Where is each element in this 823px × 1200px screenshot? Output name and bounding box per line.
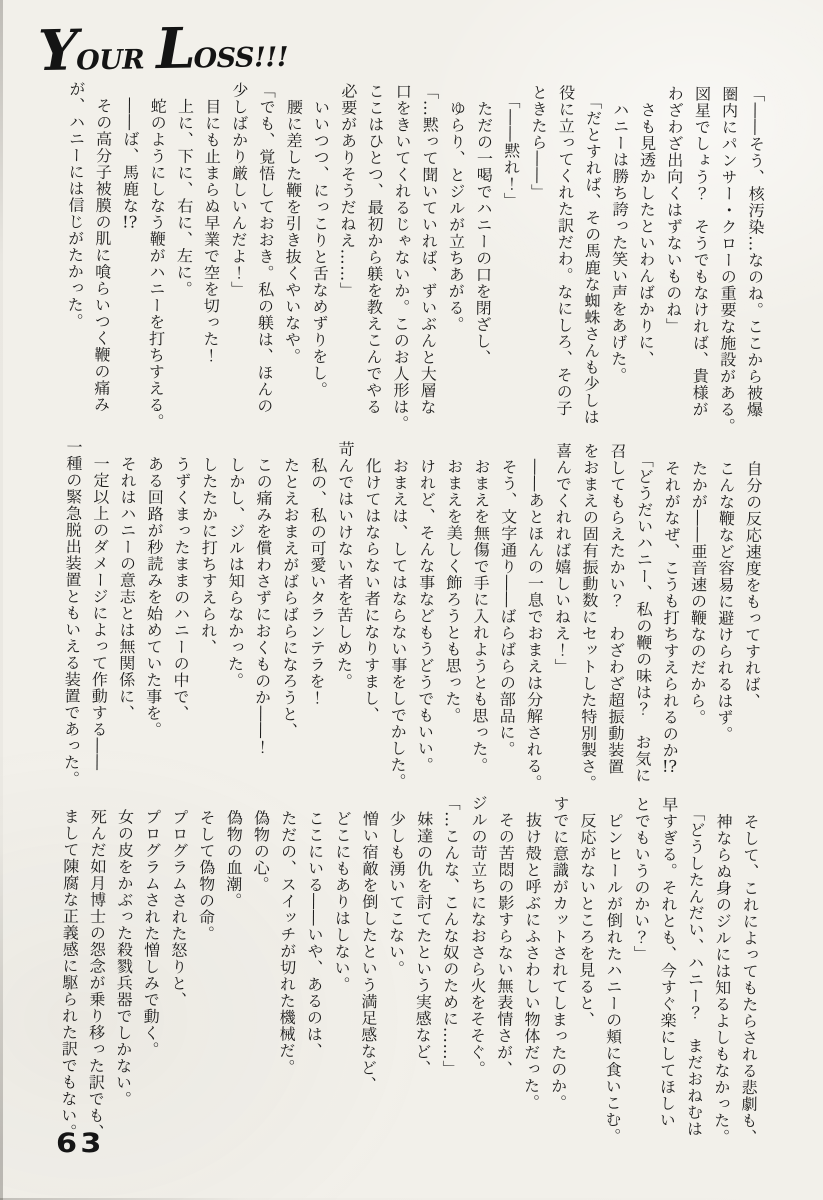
text-column: 目にも止まらぬ早業で空を切った！ — [200, 81, 222, 364]
text-column: 憎い宿敵を倒したという満足感など、 — [358, 793, 380, 1093]
text-column: 必要がありそうだねえ……」 — [337, 82, 358, 299]
text-column: ハニーは勝ち誇った笑い声をあげた。 — [608, 84, 630, 384]
text-column: 口をきいてくれるじゃないか。このお人形は。 — [390, 83, 413, 432]
text-section-top — [60, 80, 770, 438]
text-column: 「――黙れ！」 — [501, 83, 522, 209]
text-column: その苦悶の影すらない無表情さが、 — [494, 794, 516, 1078]
text-column: ここはひとつ、最初から躾を教えこんでやる — [363, 82, 386, 415]
text-column: わざわざ出向くはずないものね」 — [663, 85, 685, 335]
text-column: 「――そう、核汚染…なのね。ここから被爆 — [744, 85, 767, 418]
text-column: 神ならぬ身のジルには知るよしもなかった。 — [711, 796, 734, 1146]
text-column: 「…こんな、こんな奴のために……」 — [439, 794, 462, 1077]
text-section-middle — [57, 438, 767, 802]
text-column: 「どうしたんだい、ハニー？ まだおねむは — [684, 796, 707, 1138]
text-column: いいつつ、にっこりと舌なめずりをし。 — [309, 82, 331, 398]
logo-word2-rest: OSS!!! — [193, 41, 289, 75]
text-column: 圏内にパンサー・クローの重要な施設がある。 — [717, 85, 739, 435]
text-column: ゆらり、とジルが立ちあがる。 — [445, 83, 467, 333]
text-column: この痛みを償わさずにおくものか――！ — [252, 439, 274, 756]
text-column: 苛んではいけない者を苦しめた。 — [334, 440, 356, 690]
text-column: そして偽物の命。 — [196, 792, 217, 943]
text-column: 自分の反応速度をもってすれば、 — [742, 443, 764, 710]
text-column: 早すぎる。それとも、今すぐ楽にしてほしい — [657, 796, 679, 1129]
text-column: 偽物の血潮。 — [223, 792, 244, 910]
text-column: 抜け殻と呼ぶにふさわしい物体だった。 — [521, 795, 543, 1111]
text-column: ただの一喝でハニーの口を閉ざし、 — [472, 83, 494, 367]
text-column: しかし、ジルは知らなかった。 — [225, 439, 247, 689]
text-column: が、ハニーには信じがたかった。 — [64, 80, 86, 330]
text-column: 少しばかり厳しいんだよ！」 — [228, 81, 250, 298]
text-column: 蛇のようにしなう鞭がハニーを打ちすえる。 — [145, 81, 168, 430]
text-column: ――あとほんの一息でおまえは分解される。 — [523, 442, 546, 791]
text-column: ピンヒールが倒れたハニーの頬に食いこむ。 — [602, 795, 625, 1145]
text-column: おまえを美しく飾ろうとも思った。 — [442, 441, 464, 724]
text-column: 「どうだいハニー、私の鞭の味は？ お気に — [632, 442, 655, 784]
text-column: ときたら――」 — [528, 84, 549, 201]
tatechuyoko-exclamation-question: !? — [661, 758, 678, 775]
text-column: 喜んでくれれば嬉しいねえ！」 — [551, 442, 573, 675]
text-column: 反応がないところを見ると、 — [576, 795, 598, 1029]
text-column: そして、これによってもたらされる悲劇も、 — [738, 796, 761, 1146]
text-column: どこにもありはしない。 — [331, 793, 353, 993]
text-column: 妹達の仇を討てたという実感など、 — [412, 794, 434, 1077]
text-column: をおまえの固有振動数にセットした特別製さ。 — [578, 442, 600, 792]
text-section-bottom — [54, 791, 764, 1149]
text-column: プログラムされた憎しみで動く。 — [140, 792, 162, 1058]
text-column: 死んだ如月博士の怨念が乗り移った訳でも、 — [85, 791, 108, 1141]
tatechuyoko-exclamation-question: !? — [122, 213, 138, 230]
text-column: ただの、スイッチが切れた機械だ。 — [276, 793, 298, 1076]
text-column: 化けてはならない者になりすまし、 — [361, 440, 383, 724]
text-column: 「…黙って聞いていれば、ずいぶんと大層な — [417, 83, 440, 416]
text-column: とでもいうのかい？」 — [631, 795, 652, 963]
text-column: 少しも湧いてこない。 — [386, 794, 407, 977]
text-column: 私の、私の可愛いタランテラを！ — [306, 440, 328, 707]
text-column: 召してもらえたかい？ わざわざ超振動装置 — [605, 442, 628, 775]
text-column: まして陳腐な正義感に駆られた訳でもない。 — [58, 791, 81, 1141]
text-column: おまえを無傷で手に入れようとも思った。 — [469, 441, 492, 774]
logo-word1-rest: OUR — [75, 44, 145, 77]
text-column: 「だとすれば、その馬鹿な蜘蛛さんも少しは — [581, 84, 603, 426]
text-column: 図星でしょう？ そうでもなければ、貴様が — [689, 85, 712, 418]
text-column: 偽物の心。 — [250, 792, 271, 893]
text-column: 女の皮をかぶった殺戮兵器でしかない。 — [113, 791, 135, 1108]
text-column: ――ば、馬鹿な!? — [120, 80, 141, 230]
text-column: そう、文字通り――ばらばらの部品に。 — [496, 441, 519, 758]
text-column: 「でも、覚悟しておおき。私の躾は、ほんの — [254, 81, 277, 415]
text-column: ジルの苛立ちになおさら火をそそぐ。 — [467, 794, 489, 1078]
text-column: ここにいる――いや、あるのは、 — [304, 793, 326, 1060]
text-column: さも見透かしたといわんばかりに、 — [635, 84, 658, 368]
text-column: うずくまったままのハニーの中で、 — [170, 439, 192, 722]
text-column: 腰に差した鞭を引き抜くやいなや。 — [282, 82, 304, 365]
text-column: 一定以上のダメージによって作動する―― — [88, 438, 111, 771]
text-column: それがなぜ、こうも打ちすえられるのか!? — [660, 443, 682, 775]
text-column: したたかに打ちすえられ、 — [198, 439, 220, 656]
text-column: それはハニーの意志とは無関係に、 — [116, 438, 138, 722]
text-column: 一種の緊急脱出装置ともいえる装置であった。 — [61, 438, 84, 788]
page-number: 63 — [56, 1128, 105, 1159]
text-column: すでに意識がカットされてしまったのか。 — [548, 795, 570, 1111]
text-column: プログラムされた怒りと、 — [168, 792, 190, 1009]
text-column: ある回路が秒読みを始めていた事を。 — [143, 439, 165, 739]
text-column: たかが――亜音速の鞭なのだから。 — [687, 443, 709, 726]
text-column: たとえおまえがばらばらになろうと、 — [279, 440, 301, 740]
text-column: 役に立ってくれた訳だわ。なにしろ、その子 — [553, 84, 576, 417]
logo-word1-initial: Y — [37, 17, 77, 85]
text-column: こんな鞭など容易に避けられるはず。 — [714, 443, 736, 743]
text-column: 上に、下に、右に、左に。 — [174, 81, 195, 298]
logo-word2-initial: L — [155, 15, 194, 83]
text-column: おまえは、してはならない事をしでかした。 — [387, 441, 410, 790]
text-column: けれど、そんな事などもうどうでもいい。 — [415, 441, 437, 774]
text-column: その高分子被膜の肌に喰らいつく鞭の痛み — [91, 80, 114, 413]
